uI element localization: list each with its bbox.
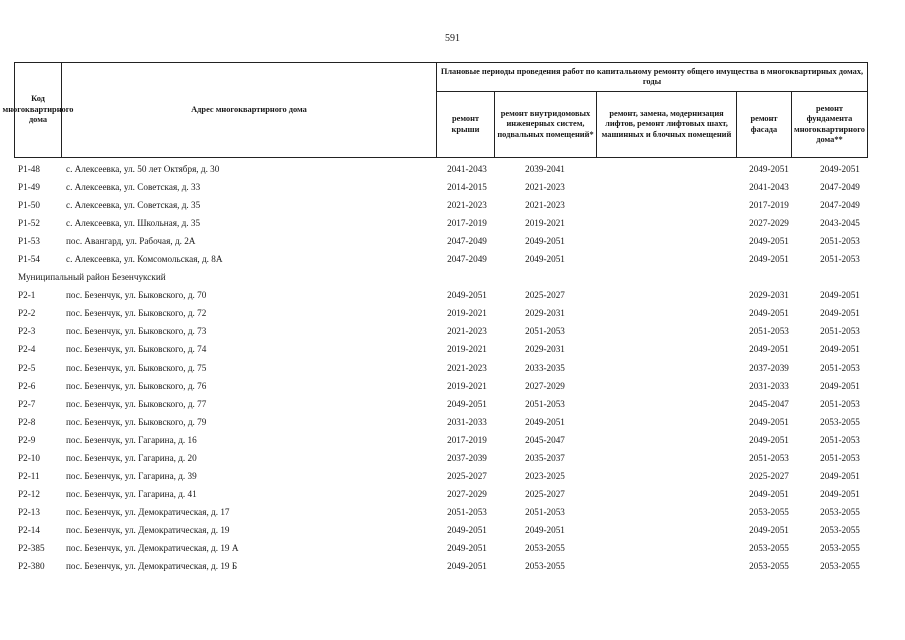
cell-code: P1-49 — [18, 182, 40, 193]
section-title-text: Муниципальный район Безенчукский — [18, 272, 166, 283]
table-row — [14, 286, 874, 304]
cell-code: P2-14 — [18, 524, 40, 535]
table-row — [14, 178, 874, 196]
cell-foundation: 2049-2051 — [820, 380, 860, 391]
cell-roof: 2031-2033 — [447, 416, 487, 427]
cell-facade: 2049-2051 — [749, 254, 789, 265]
cell-address: с. Алексеевка, ул. Советская, д. 33 — [66, 182, 201, 193]
cell-roof: 2014-2015 — [447, 182, 487, 193]
table-row — [14, 413, 874, 431]
cell-foundation: 2051-2053 — [820, 398, 860, 409]
cell-foundation: 2049-2051 — [820, 290, 860, 301]
cell-roof: 2049-2051 — [447, 561, 487, 572]
table-row — [14, 431, 874, 449]
cell-engineering: 2051-2053 — [525, 398, 565, 409]
header-lift: ремонт, замена, модернизация лифтов, ремонт лифтовых шахт, машинных и блочных помещений — [596, 91, 737, 158]
cell-address: пос. Безенчук, ул. Быковского, д. 79 — [66, 416, 207, 427]
cell-facade: 2049-2051 — [749, 236, 789, 247]
cell-roof: 2049-2051 — [447, 542, 487, 553]
cell-roof: 2017-2019 — [447, 218, 487, 229]
cell-address: пос. Безенчук, ул. Демократическая, д. 17 — [66, 506, 230, 517]
cell-engineering: 2029-2031 — [525, 344, 565, 355]
section-title — [14, 268, 874, 286]
table-row — [14, 539, 874, 557]
cell-foundation: 2043-2045 — [820, 218, 860, 229]
cell-engineering: 2039-2041 — [525, 164, 565, 174]
cell-roof: 2021-2023 — [447, 200, 487, 211]
cell-roof: 2017-2019 — [447, 434, 487, 445]
table-row — [14, 250, 874, 268]
cell-code: P2-5 — [18, 362, 36, 373]
cell-facade: 2049-2051 — [749, 488, 789, 499]
cell-engineering: 2029-2031 — [525, 308, 565, 319]
cell-address: пос. Безенчук, ул. Гагарина, д. 41 — [66, 488, 197, 499]
cell-foundation: 2051-2053 — [820, 434, 860, 445]
cell-facade: 2049-2051 — [749, 344, 789, 355]
table-row — [14, 377, 874, 395]
cell-facade: 2049-2051 — [749, 164, 789, 174]
table-header — [2, 62, 868, 158]
cell-address: пос. Авангард, ул. Рабочая, д. 2А — [66, 236, 196, 247]
cell-engineering: 2027-2029 — [525, 380, 565, 391]
cell-facade: 2049-2051 — [749, 308, 789, 319]
cell-engineering: 2019-2021 — [525, 218, 565, 229]
cell-roof: 2019-2021 — [447, 308, 487, 319]
cell-facade: 2025-2027 — [749, 470, 789, 481]
cell-roof: 2037-2039 — [447, 452, 487, 463]
cell-engineering: 2049-2051 — [525, 236, 565, 247]
cell-facade: 2049-2051 — [749, 416, 789, 427]
cell-roof: 2051-2053 — [447, 506, 487, 517]
header-roof: ремонт крыши — [436, 91, 495, 158]
cell-code: P2-7 — [18, 398, 36, 409]
cell-roof: 2047-2049 — [447, 236, 487, 247]
cell-roof: 2041-2043 — [447, 164, 487, 174]
cell-foundation: 2049-2051 — [820, 344, 860, 355]
cell-address: пос. Безенчук, ул. Быковского, д. 75 — [66, 362, 207, 373]
cell-foundation: 2053-2055 — [820, 561, 860, 572]
cell-address: пос. Безенчук, ул. Быковского, д. 70 — [66, 290, 207, 301]
cell-address: пос. Безенчук, ул. Быковского, д. 74 — [66, 344, 207, 355]
cell-roof: 2021-2023 — [447, 326, 487, 337]
table-row — [14, 160, 874, 178]
cell-facade: 2049-2051 — [749, 434, 789, 445]
cell-foundation: 2051-2053 — [820, 326, 860, 337]
cell-address: пос. Безенчук, ул. Быковского, д. 73 — [66, 326, 207, 337]
cell-roof: 2049-2051 — [447, 398, 487, 409]
cell-code: P2-2 — [18, 308, 36, 319]
cell-engineering: 2053-2055 — [525, 542, 565, 553]
cell-facade: 2027-2029 — [749, 218, 789, 229]
cell-code: P2-12 — [18, 488, 40, 499]
cell-foundation: 2047-2049 — [820, 182, 860, 193]
cell-foundation: 2047-2049 — [820, 200, 860, 211]
cell-engineering: 2025-2027 — [525, 290, 565, 301]
cell-engineering: 2033-2035 — [525, 362, 565, 373]
cell-facade: 2051-2053 — [749, 326, 789, 337]
cell-roof: 2019-2021 — [447, 344, 487, 355]
cell-code: P2-380 — [18, 561, 45, 572]
cell-facade: 2045-2047 — [749, 398, 789, 409]
table-row — [14, 196, 874, 214]
cell-engineering: 2053-2055 — [525, 561, 565, 572]
cell-engineering: 2051-2053 — [525, 506, 565, 517]
cell-foundation: 2053-2055 — [820, 542, 860, 553]
cell-address: пос. Безенчук, ул. Гагарина, д. 39 — [66, 470, 197, 481]
cell-foundation: 2051-2053 — [820, 452, 860, 463]
cell-code: P2-10 — [18, 452, 40, 463]
cell-foundation: 2051-2053 — [820, 236, 860, 247]
cell-address: с. Алексеевка, ул. Комсомольская, д. 8А — [66, 254, 223, 265]
cell-foundation: 2049-2051 — [820, 488, 860, 499]
table-row — [14, 557, 874, 575]
header-facade: ремонт фасада — [736, 91, 792, 158]
header-periods-title: Плановые периоды проведения работ по капитальному ремонту общего имущества в многоквартирных домах, годы — [436, 62, 868, 92]
header-address: Адрес многоквартирного дома — [61, 62, 437, 158]
page-number: 591 — [445, 33, 460, 44]
header-code: Код многоквартирного дома — [14, 62, 62, 158]
cell-engineering: 2035-2037 — [525, 452, 565, 463]
cell-code: P1-53 — [18, 236, 40, 247]
cell-code: P2-3 — [18, 326, 36, 337]
cell-roof: 2049-2051 — [447, 290, 487, 301]
cell-facade: 2037-2039 — [749, 362, 789, 373]
cell-engineering: 2051-2053 — [525, 326, 565, 337]
cell-facade: 2051-2053 — [749, 452, 789, 463]
cell-code: P2-385 — [18, 542, 45, 553]
cell-code: P1-52 — [18, 218, 40, 229]
cell-address: пос. Безенчук, ул. Гагарина, д. 20 — [66, 452, 197, 463]
cell-facade: 2053-2055 — [749, 506, 789, 517]
table-row — [14, 521, 874, 539]
table-row — [14, 503, 874, 521]
cell-address: пос. Безенчук, ул. Демократическая, д. 19 А — [66, 542, 239, 553]
cell-foundation: 2049-2051 — [820, 470, 860, 481]
cell-address: пос. Безенчук, ул. Быковского, д. 76 — [66, 380, 207, 391]
cell-facade: 2041-2043 — [749, 182, 789, 193]
cell-facade: 2017-2019 — [749, 200, 789, 211]
header-engineering: ремонт внутридомовых инженерных систем, подвальных помещений* — [494, 91, 597, 158]
cell-foundation: 2051-2053 — [820, 254, 860, 265]
table-row — [14, 467, 874, 485]
cell-foundation: 2053-2055 — [820, 506, 860, 517]
cell-engineering: 2049-2051 — [525, 254, 565, 265]
cell-roof: 2025-2027 — [447, 470, 487, 481]
cell-code: P1-50 — [18, 200, 40, 211]
cell-engineering: 2021-2023 — [525, 182, 565, 193]
table-row — [14, 304, 874, 322]
cell-engineering: 2025-2027 — [525, 488, 565, 499]
cell-address: с. Алексеевка, ул. 50 лет Октября, д. 30 — [66, 164, 220, 174]
table-row — [14, 395, 874, 413]
table-row — [14, 232, 874, 250]
cell-facade: 2053-2055 — [749, 561, 789, 572]
cell-roof: 2021-2023 — [447, 362, 487, 373]
cell-facade: 2031-2033 — [749, 380, 789, 391]
cell-code: P2-4 — [18, 344, 36, 355]
cell-foundation: 2049-2051 — [820, 308, 860, 319]
cell-facade: 2049-2051 — [749, 524, 789, 535]
cell-engineering: 2049-2051 — [525, 524, 565, 535]
cell-engineering: 2045-2047 — [525, 434, 565, 445]
table-body — [14, 160, 874, 575]
cell-facade: 2029-2031 — [749, 290, 789, 301]
cell-address: пос. Безенчук, ул. Быковского, д. 72 — [66, 308, 207, 319]
cell-code: P2-8 — [18, 416, 36, 427]
cell-address: пос. Безенчук, ул. Демократическая, д. 19 — [66, 524, 230, 535]
table-row — [14, 449, 874, 467]
cell-roof: 2049-2051 — [447, 524, 487, 535]
cell-code: P1-54 — [18, 254, 40, 265]
table-row — [14, 485, 874, 503]
table-row — [14, 359, 874, 377]
cell-roof: 2027-2029 — [447, 488, 487, 499]
cell-roof: 2019-2021 — [447, 380, 487, 391]
cell-engineering: 2049-2051 — [525, 416, 565, 427]
cell-foundation: 2049-2051 — [820, 164, 860, 174]
cell-code: P1-48 — [18, 164, 40, 174]
cell-address: с. Алексеевка, ул. Советская, д. 35 — [66, 200, 201, 211]
cell-code: P2-13 — [18, 506, 40, 517]
cell-address: с. Алексеевка, ул. Школьная, д. 35 — [66, 218, 201, 229]
cell-code: P2-6 — [18, 380, 36, 391]
cell-code: P2-1 — [18, 290, 36, 301]
cell-foundation: 2053-2055 — [820, 524, 860, 535]
table-row — [14, 214, 874, 232]
cell-foundation: 2051-2053 — [820, 362, 860, 373]
cell-address: пос. Безенчук, ул. Быковского, д. 77 — [66, 398, 207, 409]
cell-foundation: 2053-2055 — [820, 416, 860, 427]
table-row — [14, 322, 874, 340]
table-row — [14, 340, 874, 358]
header-foundation: ремонт фундамента многоквартирного дома** — [791, 91, 868, 158]
cell-code: P2-9 — [18, 434, 36, 445]
cell-address: пос. Безенчук, ул. Гагарина, д. 16 — [66, 434, 197, 445]
cell-address: пос. Безенчук, ул. Демократическая, д. 19 Б — [66, 561, 238, 572]
cell-facade: 2053-2055 — [749, 542, 789, 553]
cell-engineering: 2023-2025 — [525, 470, 565, 481]
cell-code: P2-11 — [18, 470, 40, 481]
cell-roof: 2047-2049 — [447, 254, 487, 265]
cell-engineering: 2021-2023 — [525, 200, 565, 211]
